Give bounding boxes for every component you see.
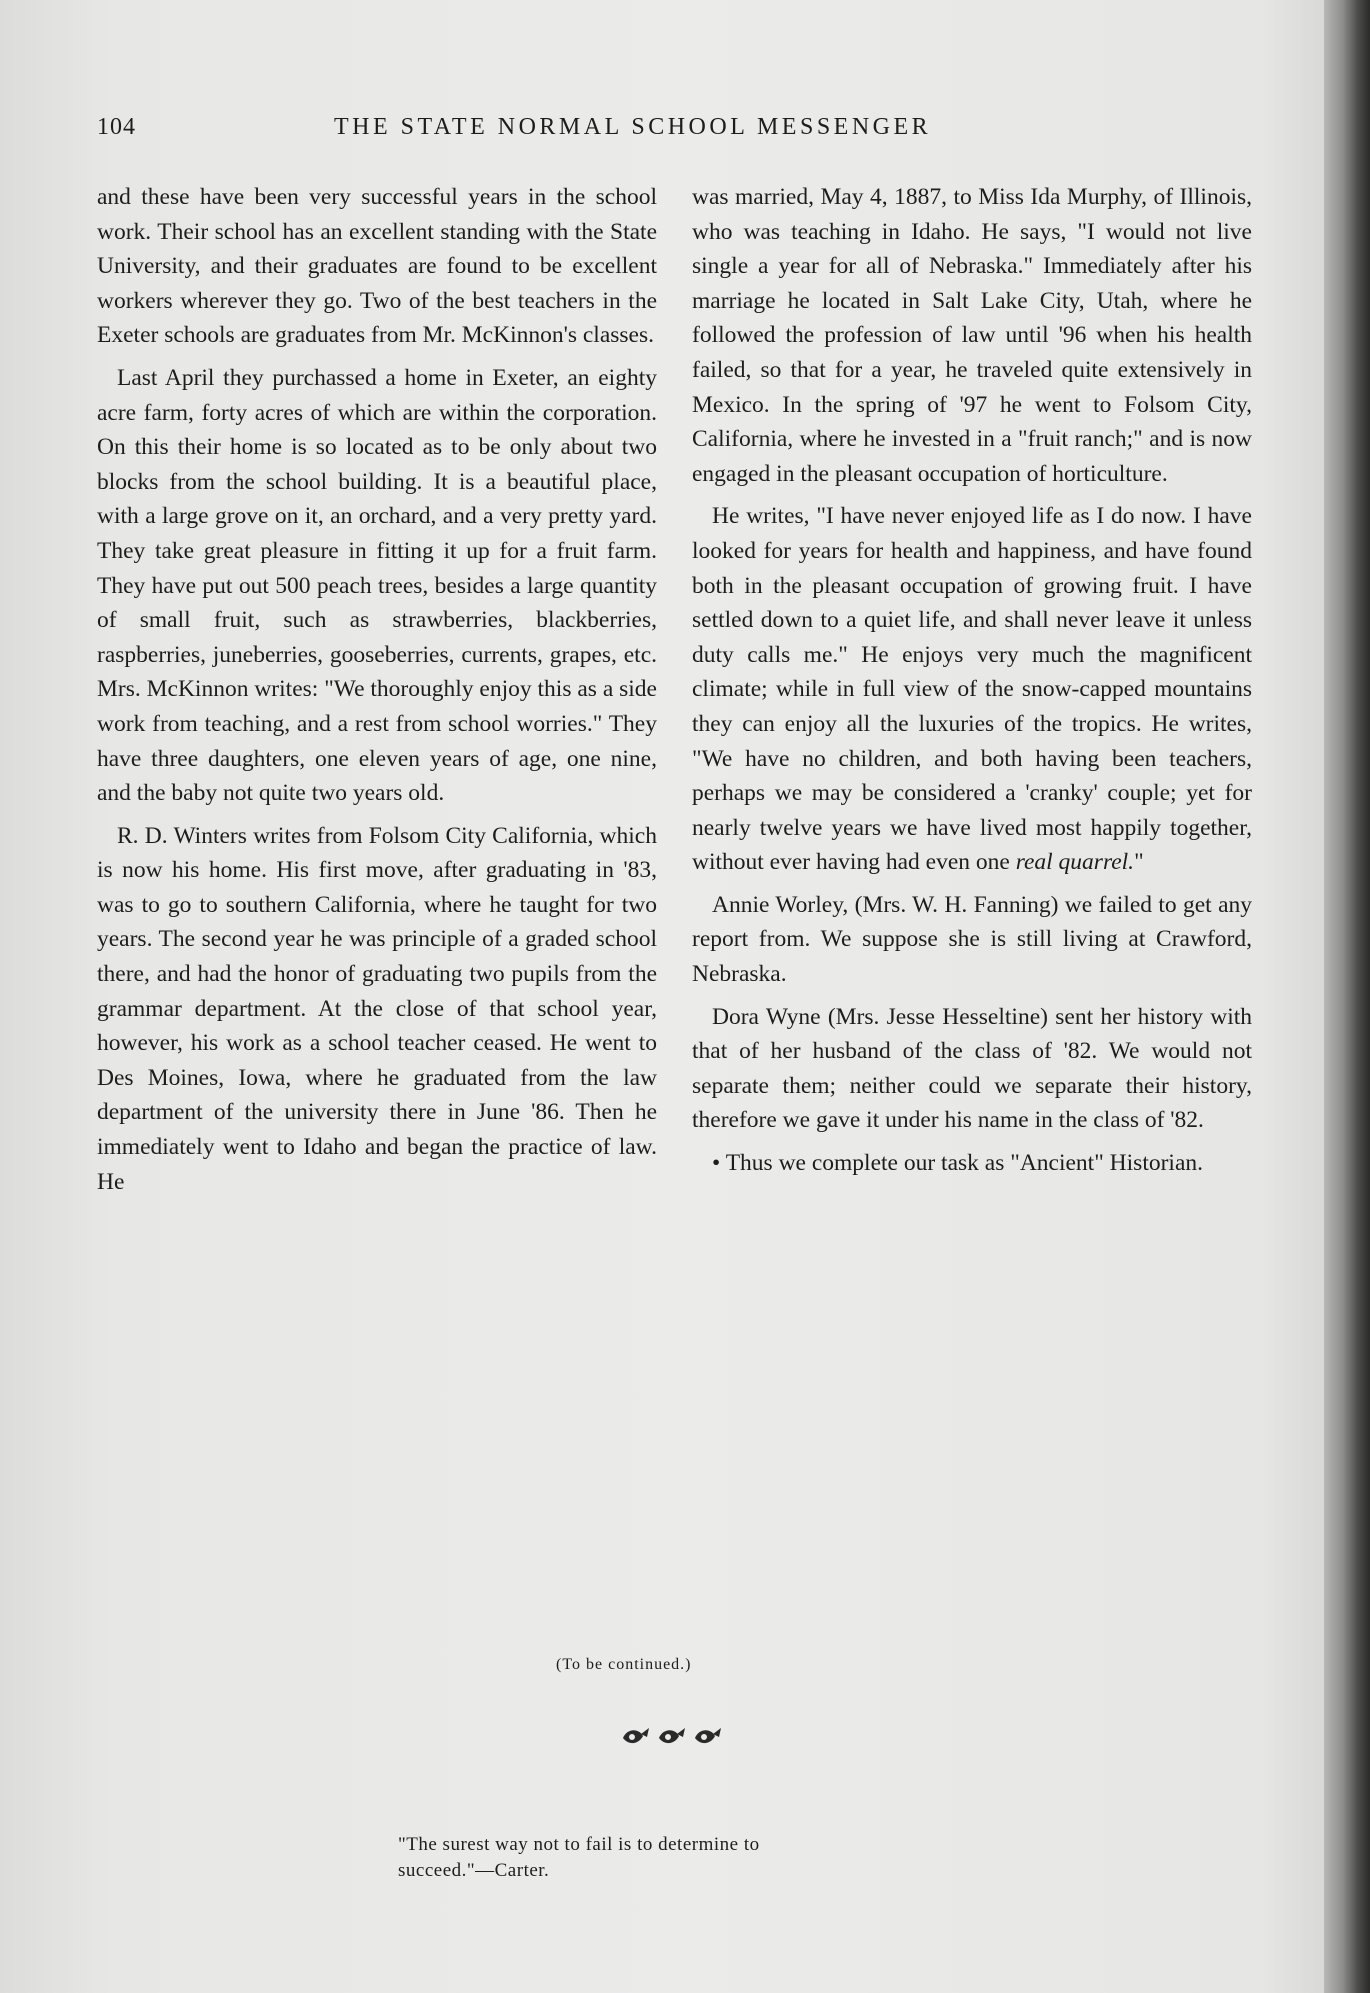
fleuron-ornament-icon xyxy=(617,1722,727,1750)
closing-quotation xyxy=(398,1832,1018,1884)
paragraph-text: He writes, "I have never enjoyed life as I do now. I have looked for years for health and happiness, and have found both in the pleasant occupation of growing fruit. I have settled down to a quiet life, and shall never leave it unless duty calls me." He enjoys very much the magnificent climate; while in full view of the snow-capped mountains they can enjoy all the luxuries of the tropics. He writes, "We have no children, and both having been teachers, perhaps we may be considered a 'cranky' couple; yet for nearly twelve years we have lived most happily together, without ever having had even one xyxy=(692,503,1252,876)
paragraph xyxy=(692,1146,1252,1181)
page-header xyxy=(97,112,1057,152)
paragraph: was married, May 4, 1887, to Miss Ida Murphy, of Illinois, who was teaching in Idaho. He says, "I would not live single a year for all of Nebraska." Immediately after his marriage he located in Salt Lake City, Utah, where he followed the profession of law until '96 when his health failed, so that for a year, he traveled quite extensively in Mexico. In the spring of '97 he went to Folsom City, California, where he invested in a "fruit ranch;" and is now engaged in the pleasant occupation of horticulture. xyxy=(692,184,1252,487)
paragraph: R. D. Winters writes from Folsom City California, which is now his home. His first move, after graduating in '83, was to go to southern California, where he taught for two years. The second year he was principle of a graded school there, and had the honor of graduating two pupils from the grammar department. At the close of that school year, however, his work as a school teacher ceased. He went to Des Moines, Iowa, where he graduated from the law department of the university there in June '86. Then he immediately went to Idaho and began the practice of law. He xyxy=(97,822,657,1195)
paragraph-text: Thus we complete our task as "Ancient" Historian. xyxy=(725,1150,1204,1177)
paragraph: Last April they purchassed a home in Exeter, an eighty acre farm, forty acres of which are within the corporation. On this their home is so located as to be only about two blocks from the school building. It is a beautiful place, with a large grove on it, an orchard, and a very pretty yard. They take great pleasure in fitting it up for a fruit farm. They have put out 500 peach trees, besides a large quantity of small fruit, such as strawberries, blackberries, raspberries, juneberries, gooseberries, currents, grapes, etc. Mrs. McKinnon writes: "We thoroughly enjoy this as a side work from teaching, and a rest from school worries." They have three daughters, one eleven years of age, one nine, and the baby not quite two years old. xyxy=(97,364,657,807)
paragraph: Annie Worley, (Mrs. W. H. Fanning) we failed to get any report from. We suppose she is still living at Crawford, Nebraska. xyxy=(692,891,1252,988)
paragraph: Dora Wyne (Mrs. Jesse Hesseltine) sent her history with that of her husband of the class of '82. We would not separate them; neither could we separate their history, therefore we gave it under his name in the class of '82. xyxy=(692,1003,1252,1134)
running-title: THE STATE NORMAL SCHOOL MESSENGER xyxy=(334,114,932,140)
left-column xyxy=(97,180,657,1207)
italic-emphasis: real quarrel. xyxy=(1015,849,1135,876)
bullet-mark: • xyxy=(712,1150,726,1177)
quote-line: "The surest way not to fail is to determine to xyxy=(398,1834,760,1855)
closing-quote: " xyxy=(1134,849,1144,876)
continued-notice: (To be continued.) xyxy=(556,1656,692,1673)
quote-attribution: succeed."—Carter. xyxy=(398,1860,550,1881)
page-binding-edge xyxy=(1324,0,1370,1993)
paragraph xyxy=(692,499,1252,880)
right-column xyxy=(692,180,1252,1189)
page-number: 104 xyxy=(97,114,136,140)
paragraph: and these have been very successful years in the school work. Their school has an excellent standing with the State University, and their graduates are found to be excellent workers wherever they go. Two of the best teachers in the Exeter schools are graduates from Mr. McKinnon's classes. xyxy=(97,184,657,349)
